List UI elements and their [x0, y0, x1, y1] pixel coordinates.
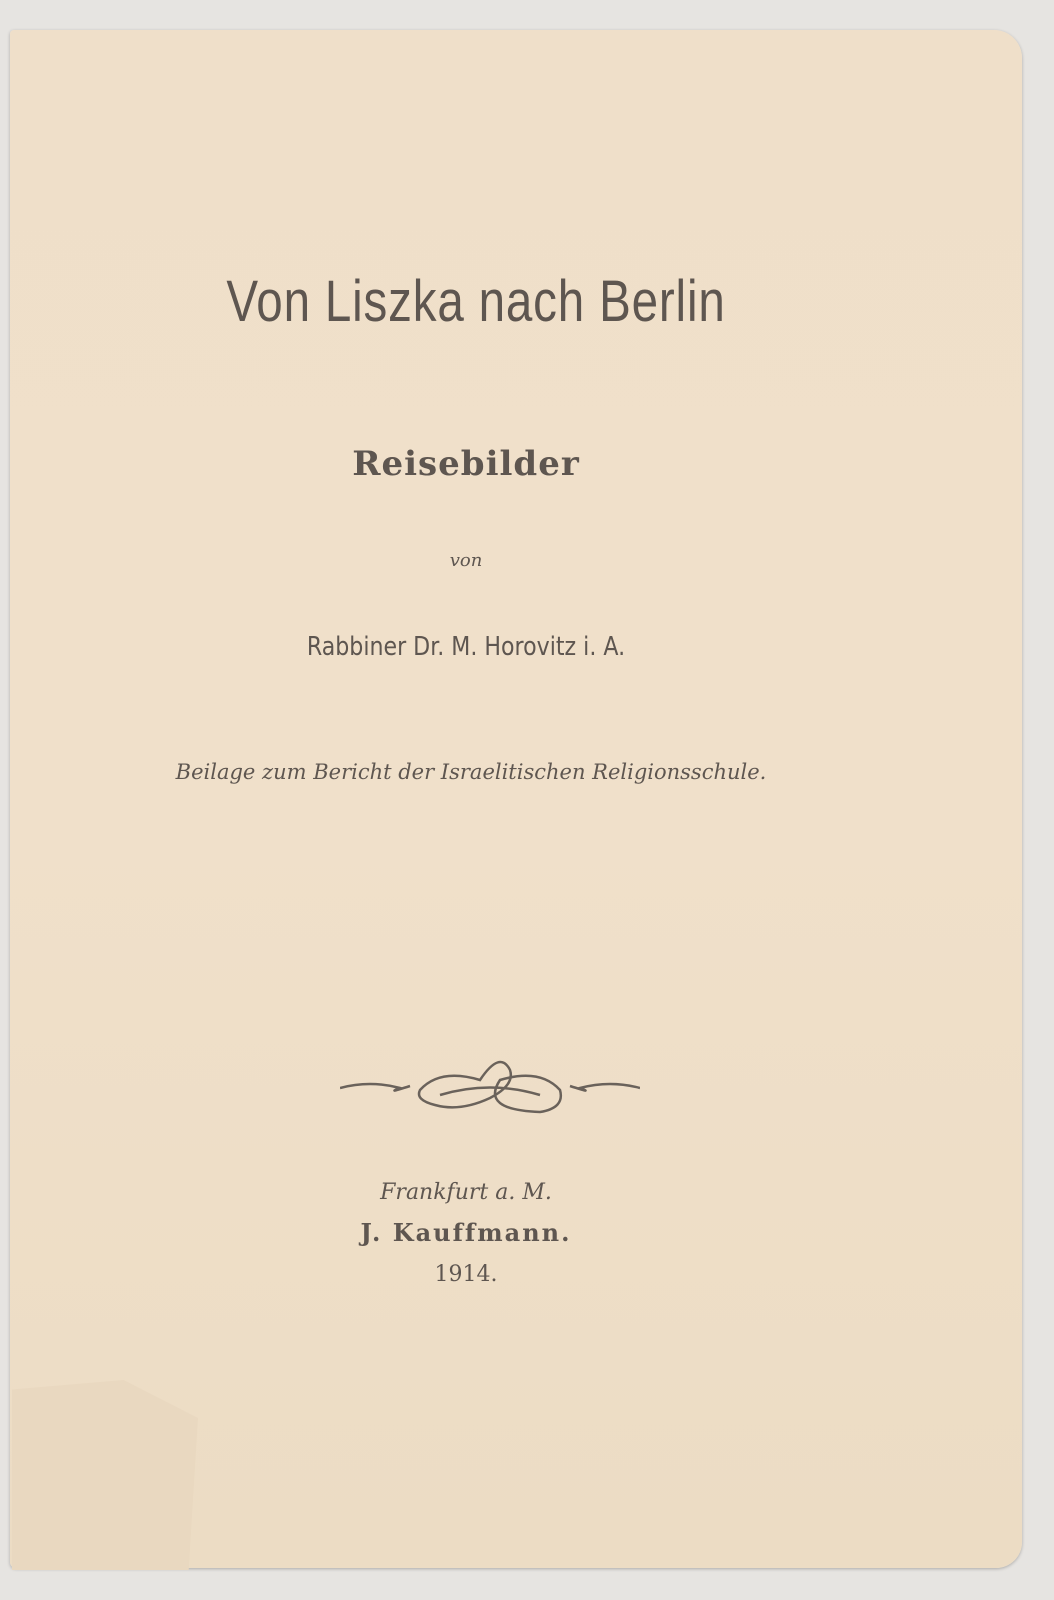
- book-title: Von Liszka nach Berlin: [226, 269, 726, 334]
- author: Rabbiner Dr. M. Horovitz i. A.: [306, 632, 626, 662]
- publisher: J. Kauffmann.: [360, 1218, 572, 1247]
- publication-place: Frankfurt a. M.: [380, 1180, 552, 1205]
- ornament-icon: [340, 1050, 640, 1125]
- torn-corner: [12, 1380, 198, 1570]
- by-line: von: [449, 550, 483, 571]
- subtitle: Reisebilder: [352, 444, 580, 484]
- title-page: [10, 30, 1022, 1568]
- supplement-note: Beilage zum Bericht der Israelitischen Religionsschule.: [175, 760, 767, 784]
- publication-year: 1914.: [434, 1262, 498, 1287]
